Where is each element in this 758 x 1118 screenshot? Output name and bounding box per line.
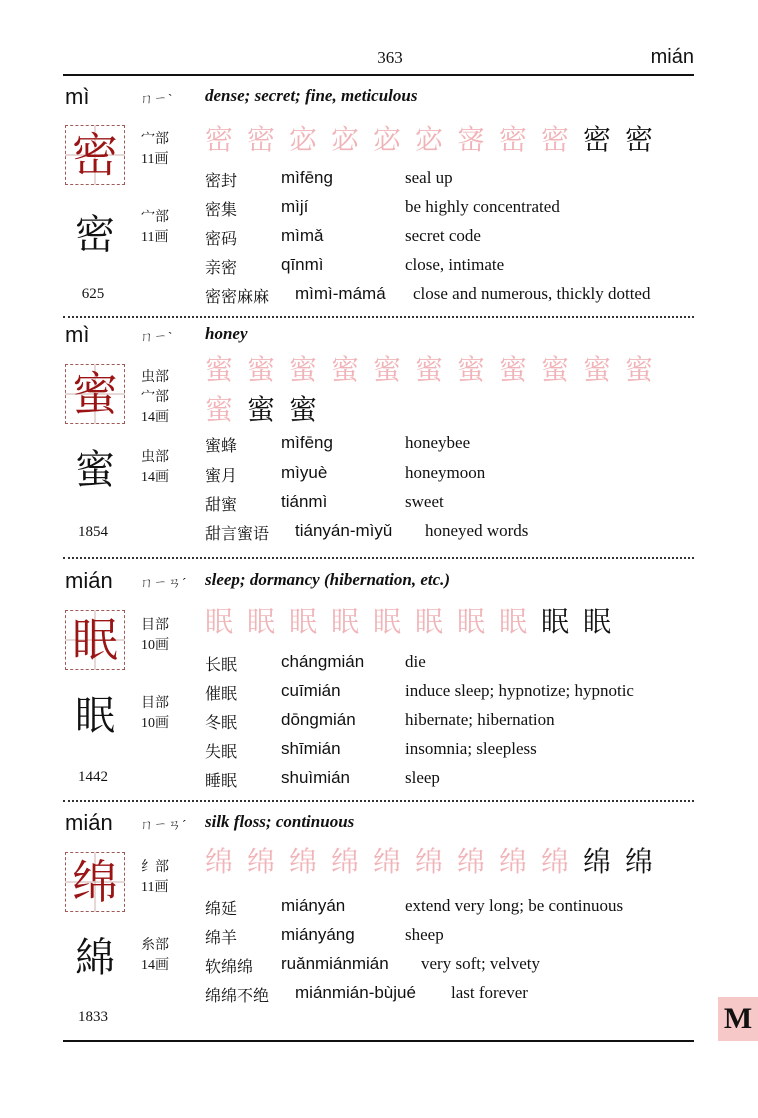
word-english: last forever: [451, 983, 528, 1002]
entry-pinyin: mián: [65, 810, 113, 835]
radical-info-simplified: [141, 616, 169, 656]
radical-info-traditional: [141, 448, 169, 488]
entry-pinyin: mián: [65, 568, 113, 593]
stroke-step: 眠: [541, 605, 570, 638]
radical-info-traditional: [141, 208, 169, 248]
stroke-step: 眠: [583, 605, 612, 638]
page-number: 363: [377, 48, 403, 67]
stroke-step: 眠: [205, 605, 234, 638]
word-hanzi: 失眠: [205, 742, 238, 761]
word-english: hibernate; hibernation: [405, 710, 555, 729]
stroke-order-sequence: [205, 350, 705, 430]
frequency-number: 1833: [78, 1009, 108, 1025]
word-hanzi: 亲密: [205, 258, 238, 277]
word-pinyin: mìfēng: [281, 168, 333, 187]
entry-meaning: sleep; dormancy (hibernation, etc.): [205, 570, 451, 589]
word-english: secret code: [405, 226, 481, 245]
simplified-character-box: [65, 364, 125, 424]
stroke-step: 眠: [499, 605, 528, 638]
simplified-character: 眠: [72, 613, 118, 667]
header-rule: [63, 74, 694, 76]
stroke-step: 绵: [247, 845, 276, 878]
entry-pinyin: mì: [65, 84, 90, 109]
stroke-step: 绵: [331, 845, 360, 878]
stroke-step: 蜜: [541, 353, 570, 386]
stroke-count-line: 14画: [141, 470, 169, 485]
stroke-step: 眠: [373, 605, 402, 638]
word-pinyin: mìjí: [281, 197, 309, 216]
traditional-character: 密: [75, 212, 115, 258]
entry-meaning: silk floss; continuous: [205, 812, 355, 831]
entry-zhuyin: ㄇㄧˋ: [140, 91, 174, 106]
stroke-step: 绵: [583, 845, 612, 878]
stroke-count-line: 10画: [141, 638, 169, 653]
word-pinyin: chángmián: [281, 652, 365, 671]
word-pinyin: mìyuè: [281, 463, 328, 482]
simplified-character: 绵: [72, 855, 118, 909]
word-pinyin: mìfēng: [281, 433, 333, 452]
radical-line: 宀部: [141, 132, 169, 147]
word-hanzi: 蜜月: [205, 466, 238, 485]
page-key-pinyin: mián: [650, 46, 694, 68]
word-hanzi: 冬眠: [205, 713, 238, 732]
word-pinyin: mìmì-mámá: [295, 284, 386, 303]
stroke-step: 蜜: [415, 353, 444, 386]
stroke-count-line: 11画: [141, 880, 169, 895]
word-pinyin: tiányán-mìyǔ: [295, 521, 393, 540]
entry-divider: [63, 316, 694, 318]
simplified-character: 密: [72, 128, 118, 182]
word-english: honeybee: [405, 433, 471, 452]
stroke-step: 蜜: [625, 353, 654, 386]
word-hanzi: 密封: [205, 171, 238, 190]
word-hanzi: 密密麻麻: [205, 287, 270, 306]
stroke-step: 绵: [625, 845, 654, 878]
word-english: induce sleep; hypnotize; hypnotic: [405, 681, 634, 700]
stroke-step: 绵: [373, 845, 402, 878]
radical-info-traditional: [141, 936, 169, 976]
word-english: sheep: [405, 925, 444, 944]
word-pinyin: shīmián: [281, 739, 341, 758]
stroke-step: 眠: [415, 605, 444, 638]
stroke-order-sequence: [205, 602, 705, 642]
word-english: sweet: [405, 492, 444, 511]
stroke-step: 密: [499, 123, 528, 156]
thumb-index-tab: M: [718, 997, 758, 1041]
word-hanzi: 绵羊: [205, 928, 238, 947]
entry-meaning: dense; secret; fine, meticulous: [205, 86, 418, 105]
stroke-step: 宓: [415, 123, 444, 156]
entry-zhuyin: ㄇㄧㄢˊ: [140, 575, 188, 590]
traditional-character: 綿: [75, 935, 115, 981]
word-english: die: [405, 652, 426, 671]
simplified-character-box: [65, 125, 125, 185]
stroke-step: 宓: [289, 123, 318, 156]
word-hanzi: 甜蜜: [205, 495, 238, 514]
word-english: close, intimate: [405, 255, 505, 274]
word-pinyin: ruǎnmiánmián: [281, 954, 389, 973]
stroke-step: 绵: [415, 845, 444, 878]
stroke-count-line: 14画: [141, 410, 169, 425]
word-hanzi: 长眠: [205, 655, 238, 674]
stroke-step: 绵: [457, 845, 486, 878]
radical-line: 宀部: [141, 210, 169, 225]
word-pinyin: cuīmián: [281, 681, 341, 700]
word-english: insomnia; sleepless: [405, 739, 537, 758]
radical-line: 纟部: [141, 860, 169, 875]
radical-line: 目部: [141, 696, 169, 711]
frequency-number: 625: [81, 286, 105, 302]
simplified-character: 蜜: [72, 367, 118, 421]
entry-zhuyin: ㄇㄧㄢˊ: [140, 817, 188, 832]
word-english: sleep: [405, 768, 440, 787]
stroke-order-sequence: [205, 842, 705, 882]
stroke-step: 密: [625, 123, 654, 156]
stroke-step: 眠: [457, 605, 486, 638]
stroke-step: 宻: [457, 123, 486, 156]
word-hanzi: 甜言蜜语: [205, 524, 270, 543]
word-hanzi: 绵绵不绝: [205, 986, 270, 1005]
stroke-step: 绵: [289, 845, 318, 878]
stroke-count-line: 14画: [141, 958, 169, 973]
entry-divider: [63, 800, 694, 802]
stroke-step: 密: [583, 123, 612, 156]
word-hanzi: 蜜蜂: [205, 436, 238, 455]
word-english: extend very long; be continuous: [405, 896, 624, 915]
word-pinyin: qīnmì: [281, 255, 324, 274]
radical-line: 虫部: [141, 450, 169, 465]
stroke-step: 蜜: [583, 353, 612, 386]
stroke-step: 眠: [289, 605, 318, 638]
stroke-step: 蜜: [289, 393, 318, 426]
word-pinyin: dōngmián: [281, 710, 356, 729]
stroke-step: 密: [541, 123, 570, 156]
stroke-step: 绵: [541, 845, 570, 878]
word-english: seal up: [405, 168, 453, 187]
word-hanzi: 睡眠: [205, 771, 238, 790]
word-pinyin: mìmǎ: [281, 226, 324, 245]
entry-pinyin: mì: [65, 322, 90, 347]
word-english: honeymoon: [405, 463, 486, 482]
word-pinyin: tiánmì: [281, 492, 328, 511]
word-english: close and numerous, thickly dotted: [413, 284, 651, 303]
stroke-step: 密: [247, 123, 276, 156]
word-pinyin: shuìmián: [281, 768, 350, 787]
radical-line: 糸部: [141, 938, 169, 953]
stroke-step: 蜜: [373, 353, 402, 386]
stroke-step: 绵: [205, 845, 234, 878]
word-pinyin: miányán: [281, 896, 346, 915]
stroke-step: 蜜: [205, 393, 234, 426]
stroke-step: 蜜: [457, 353, 486, 386]
traditional-character: 蜜: [75, 447, 115, 493]
word-hanzi: 软绵绵: [205, 957, 254, 976]
entry-divider: [63, 557, 694, 559]
stroke-step: 蜜: [205, 353, 234, 386]
footer-rule: [63, 1040, 694, 1042]
frequency-number: 1854: [78, 524, 108, 540]
word-hanzi: 绵延: [205, 899, 238, 918]
radical-line: 虫部: [141, 370, 169, 385]
word-pinyin: miánmián-bùjué: [295, 983, 416, 1002]
word-hanzi: 催眠: [205, 684, 238, 703]
simplified-character-box: [65, 852, 125, 912]
word-hanzi: 密码: [205, 229, 238, 248]
stroke-step: 蜜: [499, 353, 528, 386]
stroke-step: 蜜: [247, 353, 276, 386]
frequency-number: 1442: [78, 769, 108, 785]
stroke-step: 蜜: [247, 393, 276, 426]
entry-meaning: honey: [205, 324, 248, 343]
radical-line: 目部: [141, 618, 169, 633]
stroke-order-sequence: [205, 120, 705, 160]
stroke-step: 宓: [331, 123, 360, 156]
traditional-character: 眠: [75, 693, 115, 739]
radical-info-simplified: [141, 858, 169, 898]
stroke-step: 眠: [331, 605, 360, 638]
stroke-count-line: 11画: [141, 152, 169, 167]
radical-info-traditional: [141, 694, 169, 734]
radical-line: 宀部: [141, 390, 169, 405]
word-hanzi: 密集: [205, 200, 238, 219]
stroke-step: 蜜: [289, 353, 318, 386]
stroke-step: 眠: [247, 605, 276, 638]
radical-info-simplified: [141, 368, 169, 428]
word-english: honeyed words: [425, 521, 529, 540]
stroke-count-line: 10画: [141, 716, 169, 731]
entry-zhuyin: ㄇㄧˋ: [140, 329, 174, 344]
stroke-step: 宓: [373, 123, 402, 156]
radical-info-simplified: [141, 130, 169, 170]
stroke-step: 蜜: [331, 353, 360, 386]
word-english: very soft; velvety: [421, 954, 540, 973]
stroke-step: 绵: [499, 845, 528, 878]
word-pinyin: miányáng: [281, 925, 355, 944]
stroke-count-line: 11画: [141, 230, 169, 245]
word-english: be highly concentrated: [405, 197, 560, 216]
stroke-step: 密: [205, 123, 234, 156]
simplified-character-box: [65, 610, 125, 670]
